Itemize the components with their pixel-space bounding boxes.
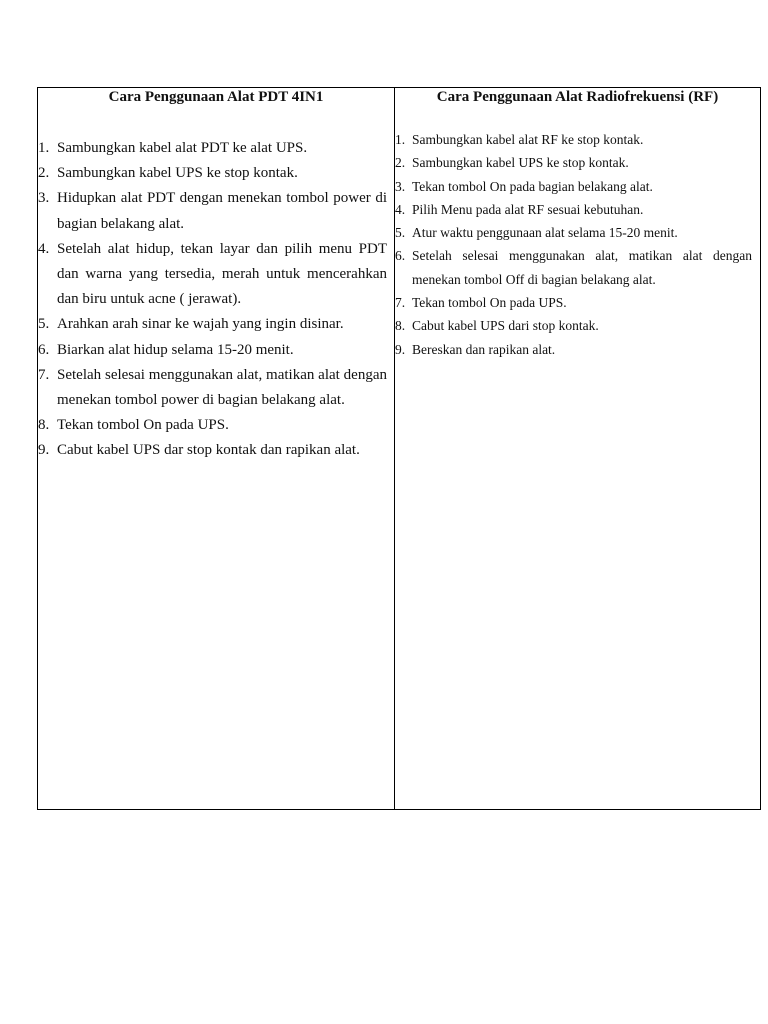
rf-step-4: [395, 198, 752, 221]
rf-step-2: [395, 151, 752, 174]
pdt-steps-list: [38, 136, 387, 464]
rf-step-6: [395, 244, 752, 291]
step-text: Cabut kabel UPS dari stop kontak.: [412, 318, 599, 334]
step-number: 3.: [38, 190, 50, 207]
step-number: 9.: [38, 442, 50, 459]
step-text: Tekan tombol On pada UPS.: [57, 417, 229, 434]
step-number: 6.: [395, 248, 406, 264]
rf-step-7: [395, 291, 752, 314]
pdt-step-8: [38, 413, 387, 438]
step-text: Sambungkan kabel UPS ke stop kontak.: [57, 165, 298, 182]
step-text: Hidupkan alat PDT dengan menekan tombol power di bagian belakang alat.: [57, 190, 387, 232]
rf-step-9: [395, 338, 752, 361]
step-number: 8.: [395, 318, 406, 334]
rf-step-8: [395, 314, 752, 337]
step-number: 8.: [38, 417, 50, 434]
pdt-step-4: [38, 237, 387, 313]
step-text: Sambungkan kabel alat PDT ke alat UPS.: [57, 140, 308, 156]
step-text: Sambungkan kabel alat RF ke stop kontak.: [412, 132, 644, 147]
rf-column-title: Cara Penggunaan Alat Radiofrekuensi (RF): [436, 89, 719, 105]
rf-step-3: [395, 175, 752, 198]
pdt-step-7: [38, 363, 387, 413]
pdt-step-2: [38, 161, 387, 186]
step-text: Biarkan alat hidup selama 15-20 menit.: [57, 341, 294, 358]
step-number: 7.: [38, 366, 50, 383]
rf-steps-list: [395, 128, 752, 361]
step-text: Arahkan arah sinar ke wajah yang ingin disinar.: [57, 316, 344, 333]
step-text: Cabut kabel UPS dar stop kontak dan rapikan alat.: [57, 442, 360, 459]
pdt-column: [38, 88, 395, 809]
step-number: 5.: [38, 316, 50, 333]
step-number: 9.: [395, 341, 406, 357]
step-number: 2.: [395, 155, 406, 171]
pdt-column-title: Cara Penggunaan Alat PDT 4IN1: [108, 89, 324, 105]
rf-step-1: [395, 128, 752, 151]
step-text: Setelah alat hidup, tekan layar dan pilih menu PDT dan warna yang tersedia, merah untuk mencerahkan dan biru untuk acne ( jerawat).: [57, 240, 387, 308]
pdt-step-3: [38, 186, 387, 236]
step-number: 6.: [38, 341, 50, 358]
step-text: Tekan tombol On pada bagian belakang alat.: [412, 178, 653, 194]
pdt-step-5: [38, 312, 387, 337]
pdt-step-1: [38, 136, 387, 161]
rf-column: [395, 88, 760, 809]
step-number: 2.: [38, 165, 50, 182]
rf-step-5: [395, 221, 752, 244]
step-number: 4.: [38, 240, 50, 257]
step-text: Setelah selesai menggunakan alat, matikan alat dengan menekan tombol Off di bagian belakang alat.: [412, 248, 752, 287]
step-text: Tekan tombol On pada UPS.: [412, 295, 567, 311]
pdt-step-9: [38, 438, 387, 463]
step-number: 3.: [395, 178, 406, 194]
step-text: Bereskan dan rapikan alat.: [412, 341, 556, 357]
step-number: 1.: [38, 140, 50, 156]
step-number: 4.: [395, 201, 406, 217]
step-text: Sambungkan kabel UPS ke stop kontak.: [412, 155, 629, 171]
instruction-table: [37, 87, 761, 810]
step-number: 1.: [395, 132, 406, 147]
step-text: Setelah selesai menggunakan alat, matikan alat dengan menekan tombol power di bagian belakang alat.: [57, 366, 387, 409]
pdt-step-6: [38, 338, 387, 363]
step-number: 7.: [395, 295, 406, 311]
step-text: Pilih Menu pada alat RF sesuai kebutuhan.: [412, 201, 644, 217]
step-text: Atur waktu penggunaan alat selama 15-20 menit.: [412, 225, 678, 241]
step-number: 5.: [395, 225, 406, 241]
